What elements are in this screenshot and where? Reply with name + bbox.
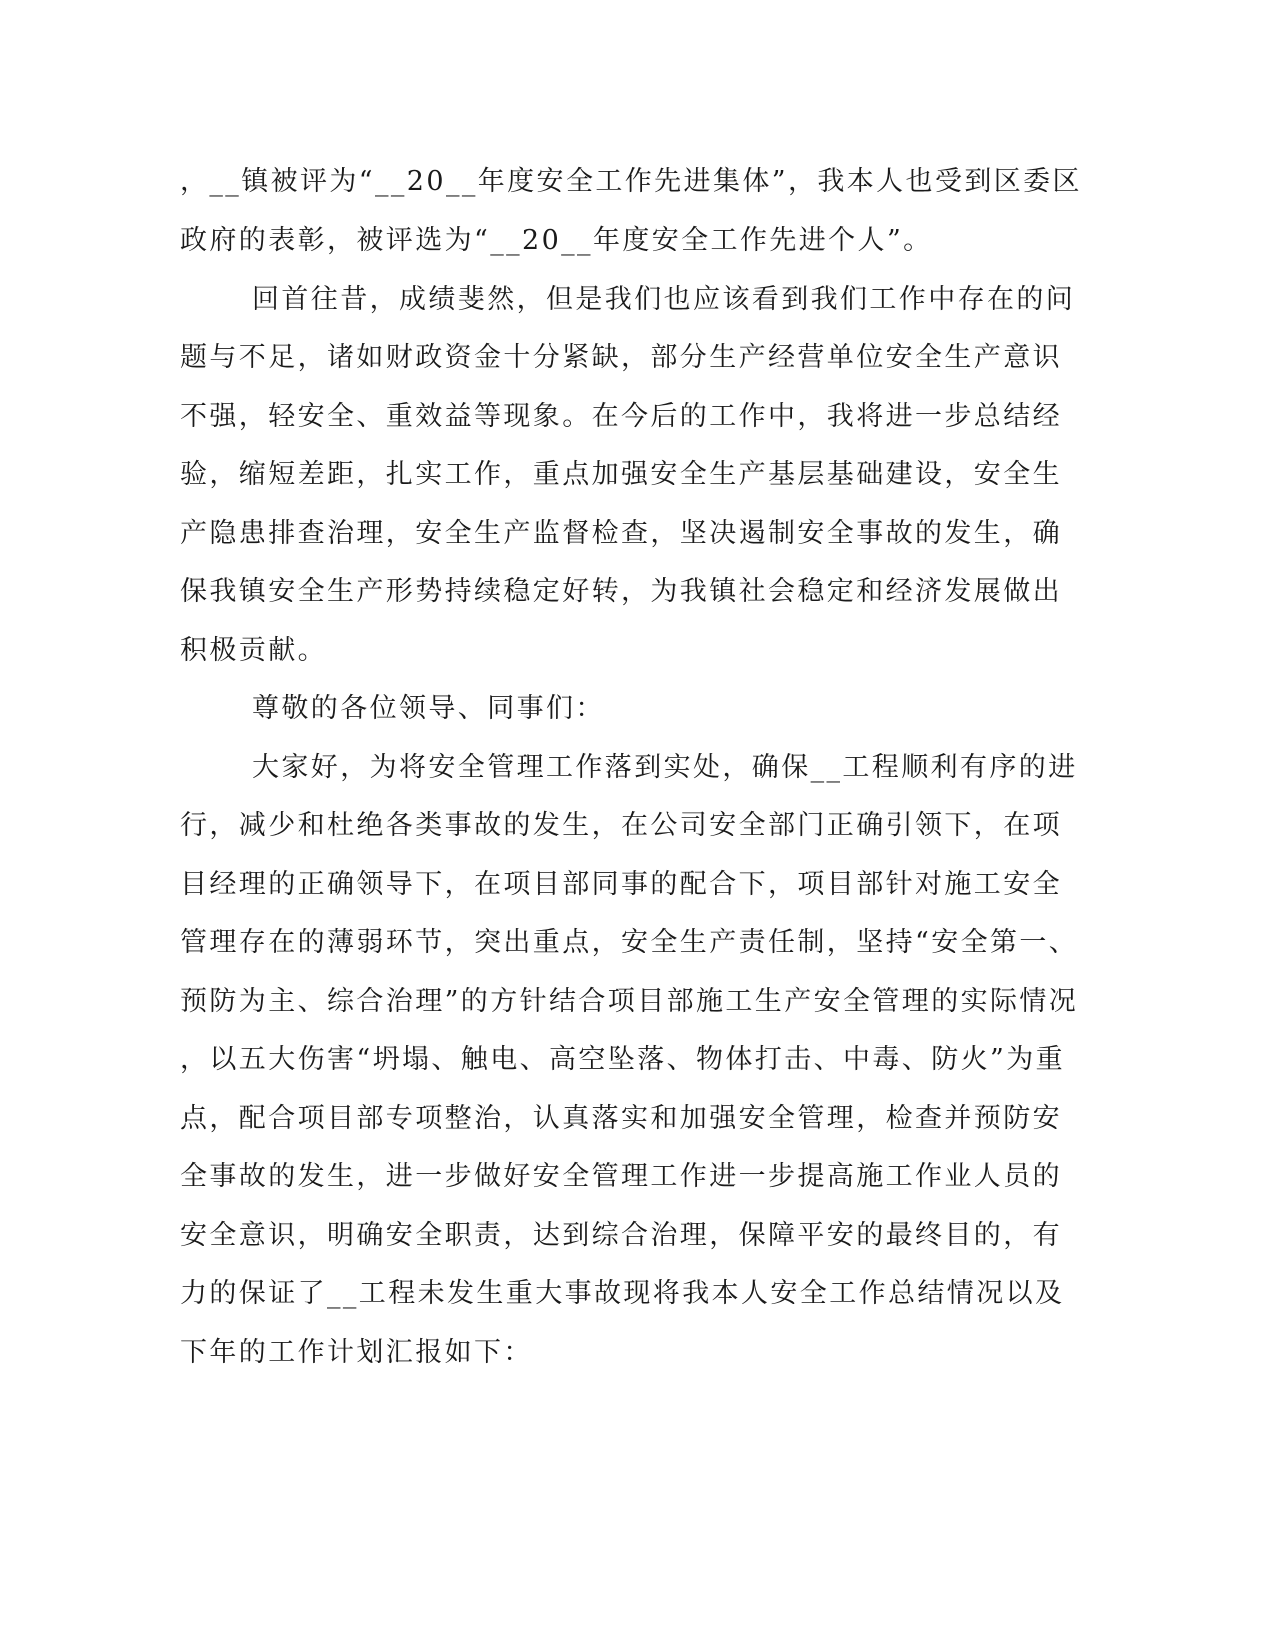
text-line: 安全意识，明确安全职责，达到综合治理，保障平安的最终目的，有 — [180, 1220, 1062, 1251]
text-line: 管理存在的薄弱环节，突出重点，安全生产责任制，坚持“安全第一、 — [180, 927, 1079, 958]
text-line: 目经理的正确领导下，在项目部同事的配合下，项目部针对施工安全 — [180, 869, 1062, 900]
text-line: 点，配合项目部专项整治，认真落实和加强安全管理，检查并预防安 — [180, 1103, 1062, 1134]
text-line: 积极贡献。 — [180, 635, 327, 666]
text-line: 政府的表彰，被评选为“__20__年度安全工作先进个人”。 — [180, 225, 933, 256]
text-line: 全事故的发生，进一步做好安全管理工作进一步提高施工作业人员的 — [180, 1161, 1062, 1192]
paragraph-start-line: 大家好，为将安全管理工作落到实处，确保__工程顺利有序的进 — [252, 752, 1078, 783]
text-line: 不强，轻安全、重效益等现象。在今后的工作中，我将进一步总结经 — [180, 401, 1062, 432]
text-line: 行，减少和杜绝各类事故的发生，在公司安全部门正确引领下，在项 — [180, 810, 1062, 841]
text-line: ，__镇被评为“__20__年度安全工作先进集体”，我本人也受到区委区 — [180, 166, 1082, 197]
text-line: 力的保证了__工程未发生重大事故现将我本人安全工作总结情况以及 — [180, 1278, 1065, 1309]
text-line: ，以五大伤害“坍塌、触电、高空坠落、物体打击、中毒、防火”为重 — [180, 1044, 1066, 1075]
salutation-line: 尊敬的各位领导、同事们： — [252, 693, 605, 724]
text-line: 保我镇安全生产形势持续稳定好转，为我镇社会稳定和经济发展做出 — [180, 576, 1062, 607]
text-line: 预防为主、综合治理”的方针结合项目部施工生产安全管理的实际情况 — [180, 986, 1079, 1017]
text-line: 下年的工作计划汇报如下： — [180, 1337, 533, 1368]
text-line: 验，缩短差距，扎实工作，重点加强安全生产基层基础建设，安全生 — [180, 459, 1062, 490]
text-line: 题与不足，诸如财政资金十分紧缺，部分生产经营单位安全生产意识 — [180, 342, 1062, 373]
paragraph-start-line: 回首往昔，成绩斐然，但是我们也应该看到我们工作中存在的问 — [252, 284, 1076, 315]
text-line: 产隐患排查治理，安全生产监督检查，坚决遏制安全事故的发生，确 — [180, 518, 1062, 549]
